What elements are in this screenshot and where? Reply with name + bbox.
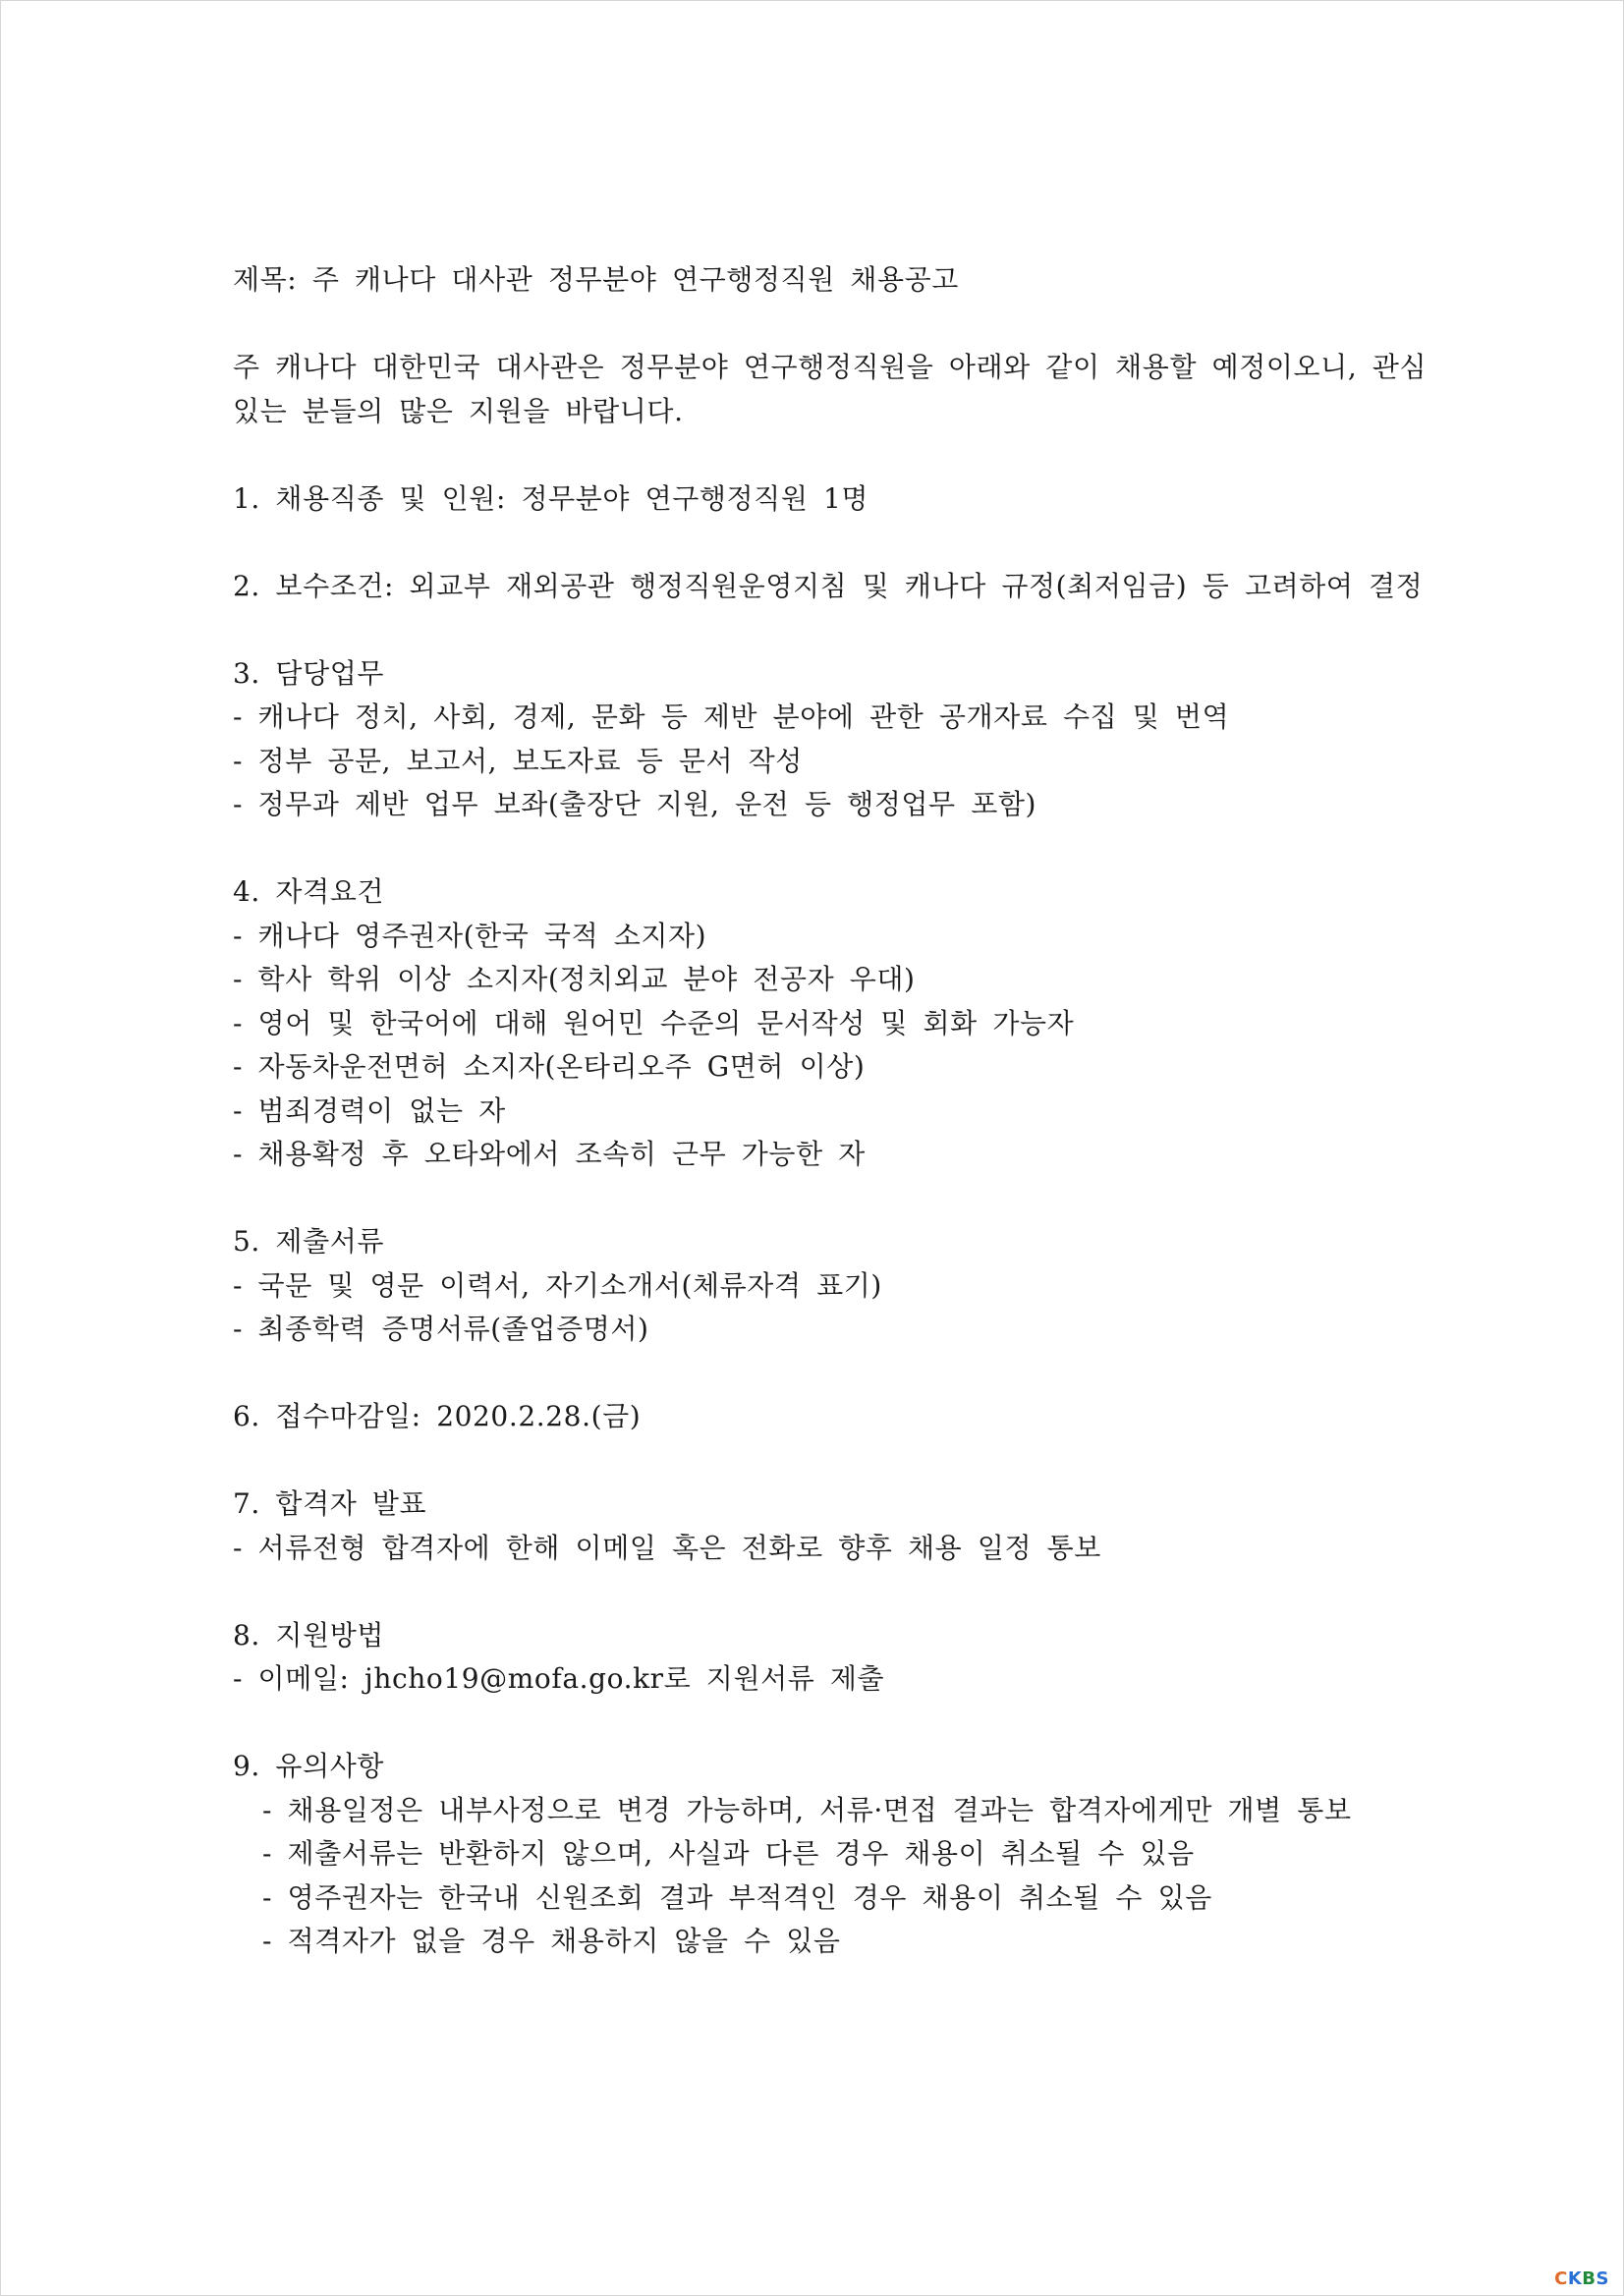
section-heading: 9. 유의사항 xyxy=(233,1750,385,1782)
spacer xyxy=(233,303,1412,347)
watermark-letter: S xyxy=(1596,2268,1609,2289)
section-heading: 4. 자격요건 xyxy=(233,875,385,908)
broadcaster-watermark xyxy=(1554,2268,1609,2289)
intro-line: 있는 분들의 많은 지원을 바랍니다. xyxy=(233,394,684,427)
document-title: 제목: 주 캐나다 대사관 정무분야 연구행정직원 채용공고 xyxy=(233,263,959,296)
list-item: - 제출서류는 반환하지 않으며, 사실과 다른 경우 채용이 취소될 수 있음 xyxy=(262,1837,1195,1870)
list-item: - 범죄경력이 없는 자 xyxy=(233,1093,506,1127)
list-item: - 캐나다 정치, 사회, 경제, 문화 등 제반 분야에 관한 공개자료 수집 및 번역 xyxy=(233,700,1230,733)
list-item: - 영어 및 한국어에 대해 원어민 수준의 문서작성 및 회화 가능자 xyxy=(233,1006,1075,1039)
spacer xyxy=(233,608,1412,652)
intro-line: 주 캐나다 대한민국 대사관은 정무분야 연구행정직원을 아래와 같이 채용할 예정이오니, 관심 xyxy=(233,351,1428,383)
section-heading: 8. 지원방법 xyxy=(233,1618,385,1652)
section-heading: 1. 채용직종 및 인원: 정무분야 연구행정직원 1명 xyxy=(233,481,869,515)
section-heading: 3. 담당업무 xyxy=(233,656,385,690)
spacer xyxy=(233,433,1412,477)
spacer xyxy=(233,1177,1412,1221)
spacer xyxy=(233,1439,1412,1484)
spacer xyxy=(233,1352,1412,1396)
list-item: - 최종학력 증명서류(졸업증명서) xyxy=(233,1313,649,1345)
spacer xyxy=(233,521,1412,565)
watermark-letter: C xyxy=(1554,2268,1568,2289)
section-heading: 7. 합격자 발표 xyxy=(233,1487,427,1520)
section-heading: 5. 제출서류 xyxy=(233,1225,385,1258)
list-item: - 국문 및 영문 이력서, 자기소개서(체류자격 표기) xyxy=(233,1268,882,1302)
spacer xyxy=(233,1570,1412,1614)
list-item: - 정무과 제반 업무 보좌(출장단 지원, 운전 등 행정업무 포함) xyxy=(233,788,1037,820)
list-item: - 영주권자는 한국내 신원조회 결과 부적격인 경우 채용이 취소될 수 있음 xyxy=(262,1880,1212,1914)
list-item: - 채용확정 후 오타와에서 조속히 근무 가능한 자 xyxy=(233,1138,866,1170)
watermark-letter: B xyxy=(1582,2268,1596,2289)
section-heading: 6. 접수마감일: 2020.2.28.(금) xyxy=(233,1400,642,1432)
list-item: - 캐나다 영주권자(한국 국적 소지자) xyxy=(233,919,707,952)
list-item: - 자동차운전면허 소지자(온타리오주 G면허 이상) xyxy=(233,1050,866,1083)
spacer xyxy=(233,827,1412,871)
list-item: - 학사 학위 이상 소지자(정치외교 분야 전공자 우대) xyxy=(233,963,916,995)
list-item: - 서류전형 합격자에 한해 이메일 혹은 전화로 향후 채용 일정 통보 xyxy=(233,1531,1101,1564)
list-item: - 이메일: jhcho19@mofa.go.kr로 지원서류 제출 xyxy=(233,1662,885,1695)
document-body xyxy=(233,258,1428,1964)
spacer xyxy=(233,1702,1412,1746)
list-item: - 채용일정은 내부사정으로 변경 가능하며, 서류·면접 결과는 합격자에게만 개별 통보 xyxy=(262,1793,1352,1826)
list-item: - 정부 공문, 보고서, 보도자료 등 문서 작성 xyxy=(233,744,803,777)
section-heading: 2. 보수조건: 외교부 재외공관 행정직원운영지침 및 캐나다 규정(최저임금) 등 고려하여 결정 xyxy=(233,569,1424,602)
list-item: - 적격자가 없을 경우 채용하지 않을 수 있음 xyxy=(262,1925,841,1957)
watermark-letter: K xyxy=(1567,2268,1583,2289)
